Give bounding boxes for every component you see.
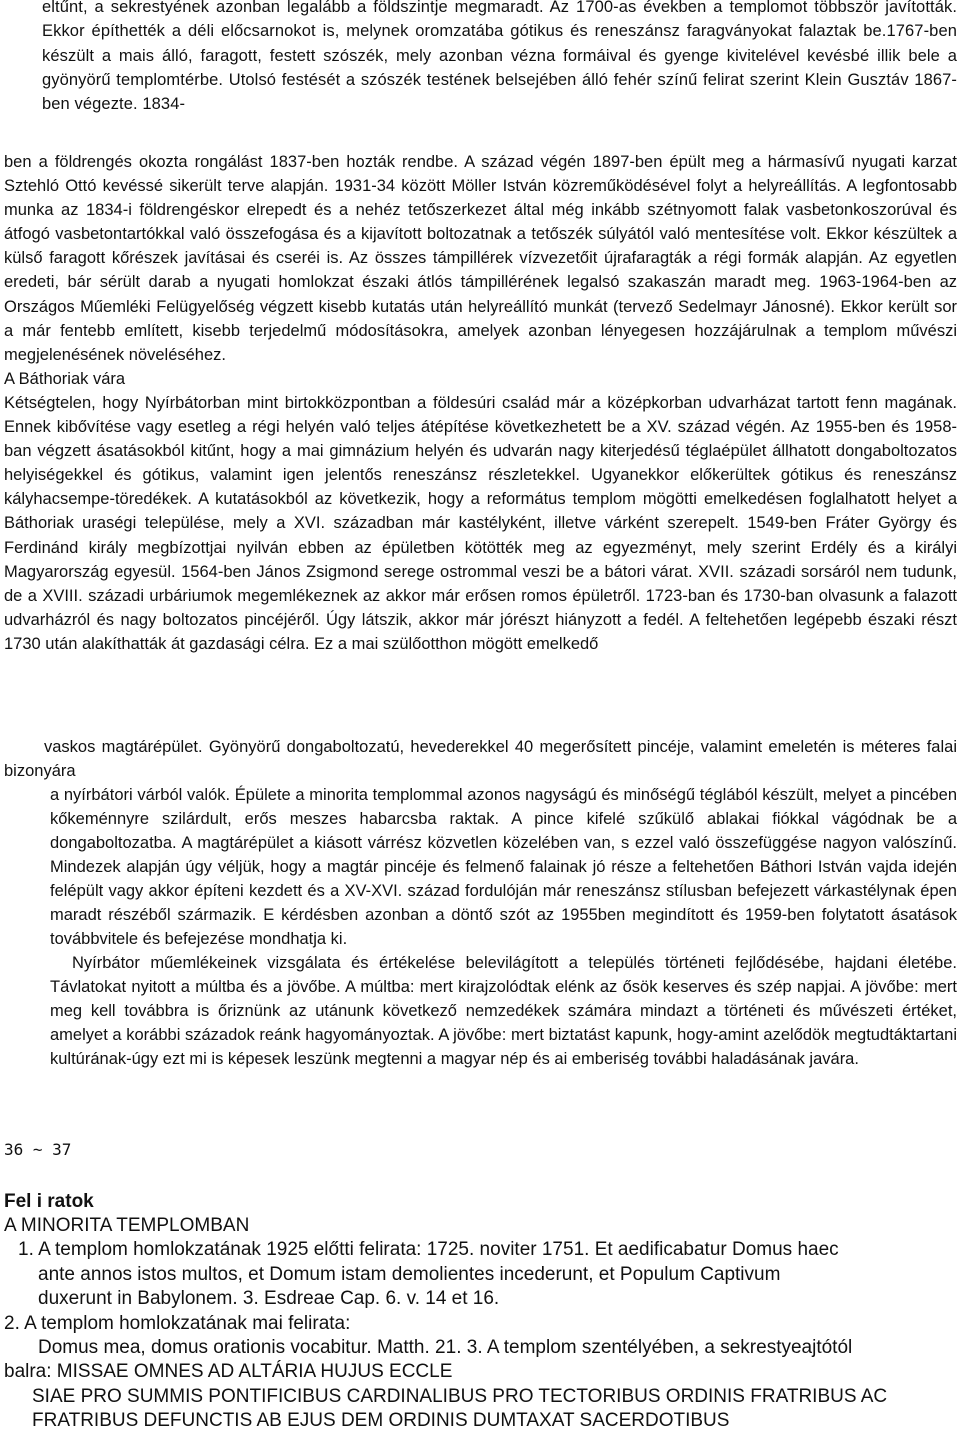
paragraph: eltűnt, a sekrestyének azonban legalább a földszintje megmaradt. Az 1700-as években a templomot többször javították. Ekkor építhették a déli előcsarnokot is, melynek oromzatába gótikus és reneszánsz faragványokat falaztak be.1767-ben készült a mais álló, faragott, festett szószék, mely azonban vézna formáival és gyenge kivitelével kevésbé illik bele a gyönyörű templomtérbe. Utolsó festését a szószék testének belsejében álló fehér színű felirat szerint Klein Gusztáv 1867-ben végezte. 1834- — [42, 0, 957, 114]
inscription-line: FRATRIBUS DEFUNCTIS AB EJUS DEM ORDINIS DUMTAXAT SACERDOTIBUS — [32, 1410, 730, 1432]
inscriptions-subheading: A MINORITA TEMPLOMBAN — [4, 1215, 250, 1236]
inscription-line: duxerunt in Babylonem. 3. Esdreae Cap. 6. v. 14 et 16. — [38, 1288, 500, 1310]
inscription-line: 1. A templom homlokzatának 1925 előtti felirata: 1725. noviter 1751. Et aedificabatur Domus haec — [18, 1239, 839, 1261]
text-block-church-history — [42, 0, 957, 116]
paragraph: Nyírbátor műemlékeinek vizsgálata és értékelése belevilágított a település történeti fejlődésébe, hajdani életébe. Távlatokat nyitott a múltba és a jövőbe. A múltba: mert kirajzolódtak elénk az ősök keserves és szép napjai. A jövőbe: mert meg kell továbbra is őriznünk az utánunk következő nemzedékek számára mindazt a történeti és művészeti értéket, amelyet a korábbi századok reánk hagyományoztak. A jövőbe: mert biztatást kapunk, hogy-amint azelődök megtudtáktartani kultúrának-úgy ezt mi is képesek leszünk megtenni a magyar nép és ai emberiség további haladásának javára. — [50, 954, 957, 1068]
inscription-line: ante annos istos multos, et Domum istam demolientes incederunt, et Populum Captivum — [38, 1263, 781, 1285]
page-number: 36 ~ 37 — [4, 1140, 72, 1159]
inscription-line: 2. A templom homlokzatának mai felirata: — [4, 1312, 351, 1334]
inscriptions-section — [4, 1190, 957, 1434]
paragraph: Kétségtelen, hogy Nyírbátorban mint birtokközpontban a földesúri család már a középkorban udvarházat tartott fenn magának. Ennek kibővítése vagy esetleg a régi helyén való teljes átépítése következhetett be a XV. század végén. Az 1955-ben és 1958-ban végzett ásatásokból kitűnt, hogy a mai gimnázium helyén és udvarán nagy kiterjedésű téglaépület állhatott dongaboltozatos helyiségekkel és gótikus, valamint igen jelentős reneszánsz részletekkel. Ugyanekkor előkerültek gótikus és reneszánsz kályhacsempe-töredékek. A kutatásokból az következik, hogy a református templom mögötti emelkedésen foglalhatott helyet a Báthoriak uraségi települése, mely a XVI. században már kastélyként, illetve várként szerepelt. 1549-ben Fráter György és Ferdinánd király megbízottjai nyilván ebben az épületben kötötték meg az egyezményt, mely szerint Erdély és a királyi Magyarország egyesül. 1564-ben János Zsigmond serege ostrommal veszi be a bátori várat. XVII. századi sorsáról nem tudunk, de a XVIII. századi urbáriumok megemlékeznek az akkor már erősen romos épületről. 1723-ban és 1730-ban olvasunk a falazott udvarházról és nagy boltozatos pincéjéről. Úgy látszik, akkor már jórészt hiányzott a fedél. A feltehetően legépebb északi részt 1730 után alakíthatták át gazdasági célra. Ez a mai szülőotthon mögött emelkedő — [4, 393, 957, 653]
paragraph: vaskos magtárépület. Gyönyörű dongaboltozatú, hevederekkel 40 megerősített pincéje, valamint emeletén is méteres falai bizonyára — [4, 738, 957, 780]
paragraph: a nyírbátori várból valók. Épülete a minorita templommal azonos nagyságú és minőségű téglából készült, melyet a pincében kőkeménnyre szilárdult, erős meszes habarcsba raktak. A pince kifelé szűkülő ablakai fiókkal vágódnak be a dongaboltozatba. A magtárépület a kiásott várrész közvetlen közelében van, s ezzel való összefüggése nagyon valószínű. Mindezek alapján úgy véljük, hogy a magtár pincéje és felmenő falainak jó része a feltehetően Báthori István vajda idején felépült vagy akkor építeni kezdett és a XV-XVI. század fordulóján már reneszánsz stílusban befejezett várkastélynak épen maradt részéből származik. E kérdésben azonban a döntő szót az 1955ben megindított és 1959-ben folytatott ásatások továbbvitele és befejezése mondhatja ki. — [50, 786, 957, 948]
inscription-line: SIAE PRO SUMMIS PONTIFICIBUS CARDINALIBUS PRO TECTORIBUS ORDINIS FRATRIBUS AC — [32, 1385, 888, 1407]
paragraph: ben a földrengés okozta rongálást 1837-ben hozták rendbe. A század végén 1897-ben épült meg a hármasívű nyugati karzat Sztehló Ottó kevéssé sikerült terve alapján. 1931-34 között Möller István közreműködésével folyt a helyreállítás. A legfontosabb munka az 1834-i földrengéskor elrepedt és a nehéz tetőszerkezet által még inkább szétnyomott falak vasbetonkoszorúval és átfogó vasbetontartókkal való összefogása és a kijavított boltozatnak a tetőszék súlyától való mentesítése volt. Ekkor készültek a külső faragott kőrészek javításai és cseréi is. Az összes támpillérek vízvezetőit újrafaragták a régi formák alapján. Az egyetlen eredeti, bár sérült darab a nyugati homlokzat északi átlós támpillérének legalsó szakaszán maradt meg. 1963-1964-ben az Országos Műemléki Felügyelőség végzett kisebb kutatás után helyreállító munkát (tervező Sedelmayr Jánosné). Ekkor került sor a már fentebb említett, kisebb terjedelmű módosításokra, amelyek azonban lényegesen hozzájárulnak a templom művészi megjelenésének növeléséhez. — [4, 153, 957, 364]
inscriptions-heading: Fel i ratok — [4, 1191, 94, 1212]
text-block-castle — [4, 150, 957, 656]
text-block-granary — [4, 735, 957, 1071]
section-heading: A Báthoriak vára — [4, 369, 126, 388]
inscription-line: balra: MISSAE OMNES AD ALTÁRIA HUJUS ECCLE — [4, 1361, 453, 1383]
inscription-line: Domus mea, domus orationis vocabitur. Matth. 21. 3. A templom szentélyében, a sekrestyeajtótól — [38, 1337, 853, 1359]
